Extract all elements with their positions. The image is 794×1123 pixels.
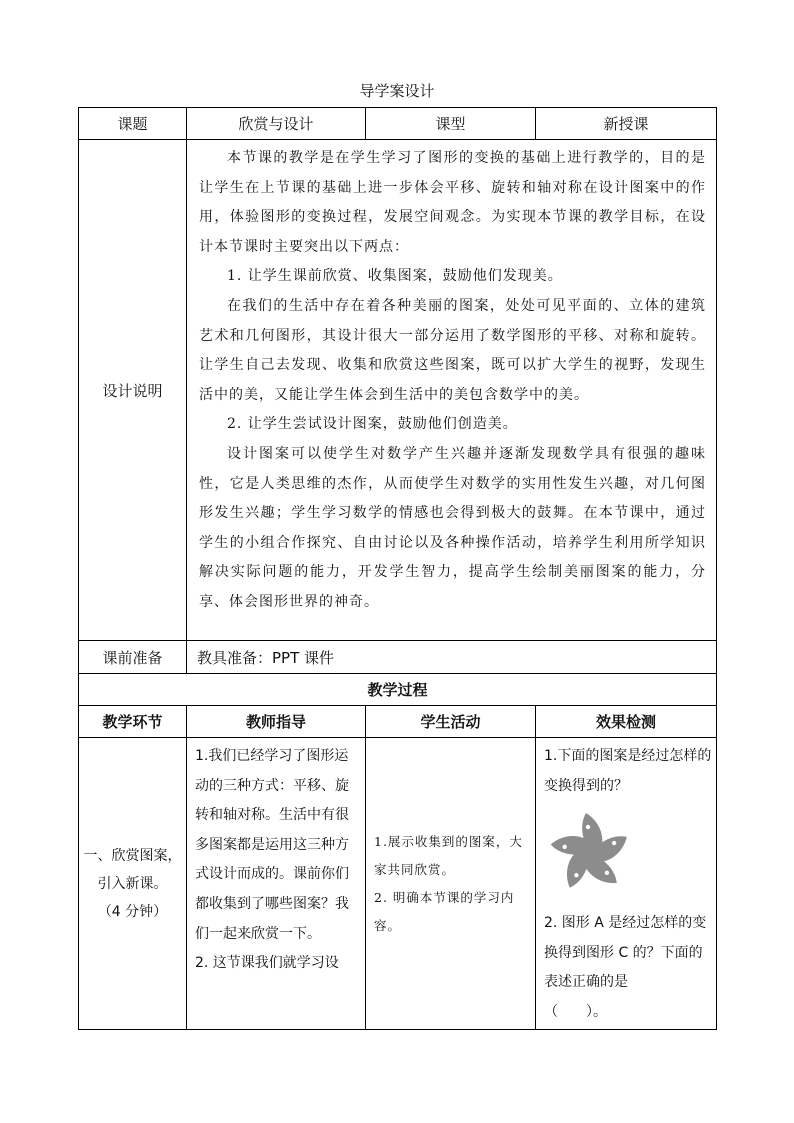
column-header-check: 效果检测	[536, 706, 717, 738]
document-title: 导学案设计	[359, 82, 435, 100]
student-activity-cell	[366, 738, 536, 1030]
check-question-1: 1.下面的图案是经过怎样的变换得到的？	[544, 748, 712, 794]
check-question-2: 2. 图形 A 是经过怎样的变换得到图形 C 的？下面的表述正确的是	[544, 915, 707, 991]
stage-line-2: 引入新课。	[97, 875, 168, 892]
prep-value: 教具准备：PPT 课件	[187, 641, 717, 674]
process-header-row	[79, 706, 717, 738]
student-activity-1: 1.展示收集到的图案，大家共同欣赏。	[374, 833, 523, 877]
lesson-type-value: 新授课	[536, 108, 717, 140]
lesson-type-label: 课型	[366, 108, 536, 140]
column-header-teacher: 教师指导	[187, 706, 366, 738]
prep-label: 课前准备	[79, 641, 187, 674]
teacher-step-1: 1.我们已经学习了图形运动的三种方式：平移、旋转和轴对称。生活中有很多图案都是运用这三种方式设计而成的。课前你们都收集到了哪些图案？我们一起来欣赏一下。	[195, 748, 349, 942]
teacher-guidance-cell	[187, 738, 366, 1030]
design-description	[187, 140, 717, 641]
process-title: 教学过程	[79, 674, 717, 706]
column-header-student: 学生活动	[366, 706, 536, 738]
stage-line-1: 一、欣赏图案，	[83, 847, 182, 864]
stage-duration: （4 分钟）	[97, 903, 168, 920]
design-paragraph-3: 设计图案可以使学生对数学产生兴趣并逐渐发现数学具有很强的趣味性，它是人类思维的杰作，从而使学生对数学的实用性发生兴趣，对几何图形发生兴趣；学生学习数学的情感也会得到极大的鼓舞。在本节课中，通过学生的小组合作探究、自由讨论以及各种操作活动，培养学生利用所学知识解决实际问题的能力，开发学生智力，提高学生绘制美丽图案的能力，分享、体会图形世界的神奇。	[199, 445, 706, 610]
topic-label: 课题	[79, 108, 187, 140]
teacher-step-2: 2. 这节课我们就学习设	[195, 955, 339, 972]
design-row	[79, 140, 717, 641]
topic-row	[79, 108, 717, 140]
student-activity-2: 2. 明确本节课的学习内容。	[374, 889, 515, 933]
answer-blank: （ ）。	[544, 1003, 607, 1020]
stage-cell	[79, 738, 187, 1030]
bauhinia-pattern-icon	[544, 807, 636, 899]
design-paragraph-2: 在我们的生活中存在着各种美丽的图案，处处可见平面的、立体的建筑艺术和几何图形，其设计很大一部分运用了数学图形的平移、对称和旋转。让学生自己去发现、收集和欣赏这些图案，既可以扩大学生的视野，发现生活中的美，又能让学生体会到生活中的美包含数学中的美。	[199, 297, 706, 403]
lesson-plan-table	[78, 107, 717, 1030]
process-title-row	[79, 674, 717, 706]
stage-row-1	[79, 738, 717, 1030]
effect-check-cell	[536, 738, 717, 1030]
topic-value: 欣赏与设计	[187, 108, 366, 140]
design-label: 设计说明	[79, 140, 187, 641]
column-header-stage: 教学环节	[79, 706, 187, 738]
design-point-1: 1. 让学生课前欣赏、收集图案，鼓励他们发现美。	[227, 268, 563, 285]
design-point-2: 2. 让学生尝试设计图案，鼓励他们创造美。	[227, 416, 518, 433]
prep-row	[79, 641, 717, 674]
design-paragraph-1: 本节课的教学是在学生学习了图形的变换的基础上进行教学的，目的是让学生在上节课的基础上进一步体会平移、旋转和轴对称在设计图案中的作用，体验图形的变换过程，发展空间观念。为实现本节课的教学目标，在设计本节课时主要突出以下两点：	[199, 150, 706, 255]
